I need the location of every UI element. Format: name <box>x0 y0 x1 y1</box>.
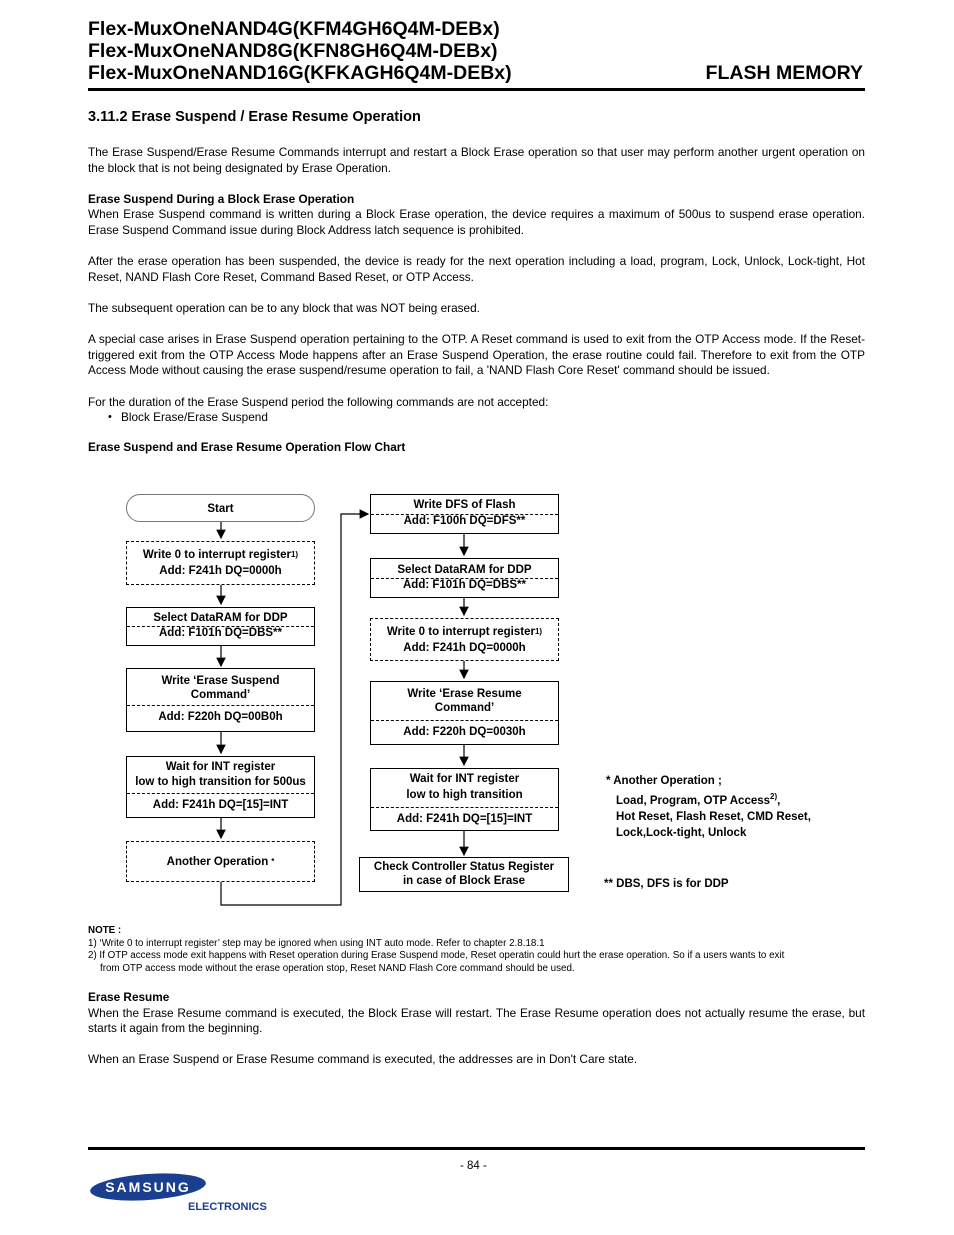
resume-label-2: Command’ <box>434 702 495 714</box>
left-wait-int-box <box>126 756 315 818</box>
suspend-paragraph-5: For the duration of the Erase Suspend period the following commands are not accepted: <box>88 394 549 409</box>
resume-label-1: Write ‘Erase Resume <box>407 688 522 700</box>
right-write-int-box <box>370 618 559 661</box>
box-divider <box>371 720 558 721</box>
right-wait-int-box <box>370 768 559 831</box>
note-line-2: Load, Program, OTP Access <box>616 794 771 807</box>
left-select-dataram-box <box>126 607 315 646</box>
left-int-address: Add: F241h DQ=0000h <box>159 565 282 577</box>
left-dram-label: Select DataRAM for DDP <box>153 612 288 624</box>
svg-text:ELECTRONICS: ELECTRONICS <box>188 1201 267 1213</box>
left-wait-label-1: Wait for INT register <box>165 761 276 773</box>
dfs-label: Write DFS of Flash <box>413 499 516 511</box>
note-sup: 2) <box>770 792 778 801</box>
write-erase-suspend-box <box>126 668 315 732</box>
left-dram-address: Add: F101h DQ=DBS** <box>158 627 282 639</box>
samsung-logo <box>88 1172 268 1216</box>
resume-heading: Erase Resume <box>88 990 170 1004</box>
start-node <box>126 494 315 522</box>
right-dram-label: Select DataRAM for DDP <box>397 564 532 576</box>
left-wait-label-2: low to high transition for 500us <box>135 776 306 788</box>
resume-paragraph-1: When the Erase Resume command is executed, the Block Erase will restart. The Erase Resume operation does not actually resume the erase, but starts it again from the beginning. <box>88 1005 865 1036</box>
flowchart-heading: Erase Suspend and Erase Resume Operation Flow Chart <box>88 439 406 454</box>
suspend-label-2: Command’ <box>190 689 251 701</box>
resume-paragraph-2: When an Erase Suspend or Erase Resume command is executed, the addresses are in Don't Care state. <box>88 1052 638 1067</box>
page-number: - 84 - <box>460 1160 487 1172</box>
title-line-2: Flex-MuxOneNAND8G(KFN8GH6Q4M-DEBx) <box>88 40 498 62</box>
notes-label: NOTE : <box>88 925 122 936</box>
erase-resume-section <box>88 990 865 1084</box>
note-2a: 2) If OTP access mode exit happens with Reset operation during Erase Suspend mode, Reset operatin could hurt the erase operation. So if a users wants to exit <box>88 950 785 961</box>
note-line-1: * Another Operation ; <box>606 775 722 787</box>
another-operation-note <box>606 773 811 841</box>
another-label: Another Operation <box>166 855 269 868</box>
right-wait-label-2: low to high transition <box>406 789 523 801</box>
box-divider <box>127 705 314 706</box>
another-operation-box <box>126 841 315 882</box>
bullet-item: • Block Erase/Erase Suspend <box>88 410 865 426</box>
check-label-2: in case of Block Erase <box>402 875 526 887</box>
suspend-label-1: Write ‘Erase Suspend <box>161 675 280 687</box>
note-1: 1) ‘Write 0 to interrupt register’ step may be ignored when using INT auto mode. Refer to chapter 2.8.18.1 <box>88 937 545 949</box>
suspend-address: Add: F220h DQ=00B0h <box>158 711 283 723</box>
footer-rule <box>88 1147 865 1150</box>
title-line-3: Flex-MuxOneNAND16G(KFKAGH6Q4M-DEBx) <box>88 62 512 84</box>
box-divider <box>371 807 558 808</box>
dbs-note: ** DBS, DFS is for DDP <box>604 878 729 890</box>
intro-paragraph: The Erase Suspend/Erase Resume Commands interrupt and restart a Block Erase operation so that user may perform another urgent operation on the block that is not being designated by Erase Operation. <box>88 145 865 175</box>
suspend-paragraph-2: After the erase operation has been suspended, the device is ready for the next operation including a load, program, Lock, Unlock, Lock-tight, Hot Reset, NAND Flash Core Reset, Command Based Reset, or OTP Access. <box>88 254 865 284</box>
right-int-label: Write 0 to interrupt register <box>386 626 535 638</box>
note-line-3: Hot Reset, Flash Reset, CMD Reset, <box>616 810 811 823</box>
write-dfs-box <box>370 494 559 534</box>
right-dram-address: Add: F101h DQ=DBS** <box>402 579 526 591</box>
note-2b: from OTP access mode without the erase operation stop, Reset NAND Flash Core command should be used. <box>100 962 575 974</box>
right-int-sup: 1) <box>534 627 543 636</box>
right-int-address: Add: F241h DQ=0000h <box>403 642 526 654</box>
section-title: 3.11.2 Erase Suspend / Erase Resume Operation <box>88 109 421 125</box>
title-line-1: Flex-MuxOneNAND4G(KFM4GH6Q4M-DEBx) <box>88 18 500 40</box>
check-label-1: Check Controller Status Register <box>373 861 555 873</box>
notes <box>88 925 868 975</box>
note-line-2-tail: , <box>777 794 781 807</box>
suspend-paragraph-3: The subsequent operation can be to any block that was NOT being erased. <box>88 300 480 315</box>
right-wait-address: Add: F241h DQ=[15]=INT <box>396 813 533 825</box>
dfs-address: Add: F100h DQ=DFS** <box>403 515 526 527</box>
box-divider <box>127 793 314 794</box>
left-int-sup: 1) <box>290 550 299 559</box>
start-label: Start <box>207 503 234 515</box>
write-erase-resume-box <box>370 681 559 745</box>
left-write-int-box <box>126 541 315 585</box>
note-line-4: Lock,Lock-tight, Unlock <box>616 826 747 839</box>
left-int-label: Write 0 to interrupt register <box>142 549 291 561</box>
svg-text:SAMSUNG: SAMSUNG <box>105 1179 191 1195</box>
another-sup: * <box>271 856 275 866</box>
flash-memory-label: FLASH MEMORY <box>705 62 863 84</box>
right-select-dataram-box <box>370 558 559 598</box>
suspend-paragraph-1: When Erase Suspend command is written during a Block Erase operation, the device requires a maximum of 500us to suspend erase operation. Erase Suspend Command issue during Block Address latch sequence is prohibited. <box>88 207 865 237</box>
left-wait-address: Add: F241h DQ=[15]=INT <box>152 799 289 811</box>
resume-address: Add: F220h DQ=0030h <box>403 726 526 738</box>
check-status-box <box>359 857 569 892</box>
suspend-paragraph-4: A special case arises in Erase Suspend operation pertaining to the OTP. A Reset command is used to exit from the OTP Access mode. If the Reset-triggered exit from the OTP Access Mode happens after an Erase Suspend Operation, the erase routine could fail. Therefore to exit from the OTP Access Mode without causing the erase suspend/resume operation to fail, a 'NAND Flash Core Reset' command should be issued. <box>88 332 865 378</box>
right-wait-label-1: Wait for INT register <box>409 773 520 785</box>
suspend-heading: Erase Suspend During a Block Erase Operation <box>88 191 355 206</box>
